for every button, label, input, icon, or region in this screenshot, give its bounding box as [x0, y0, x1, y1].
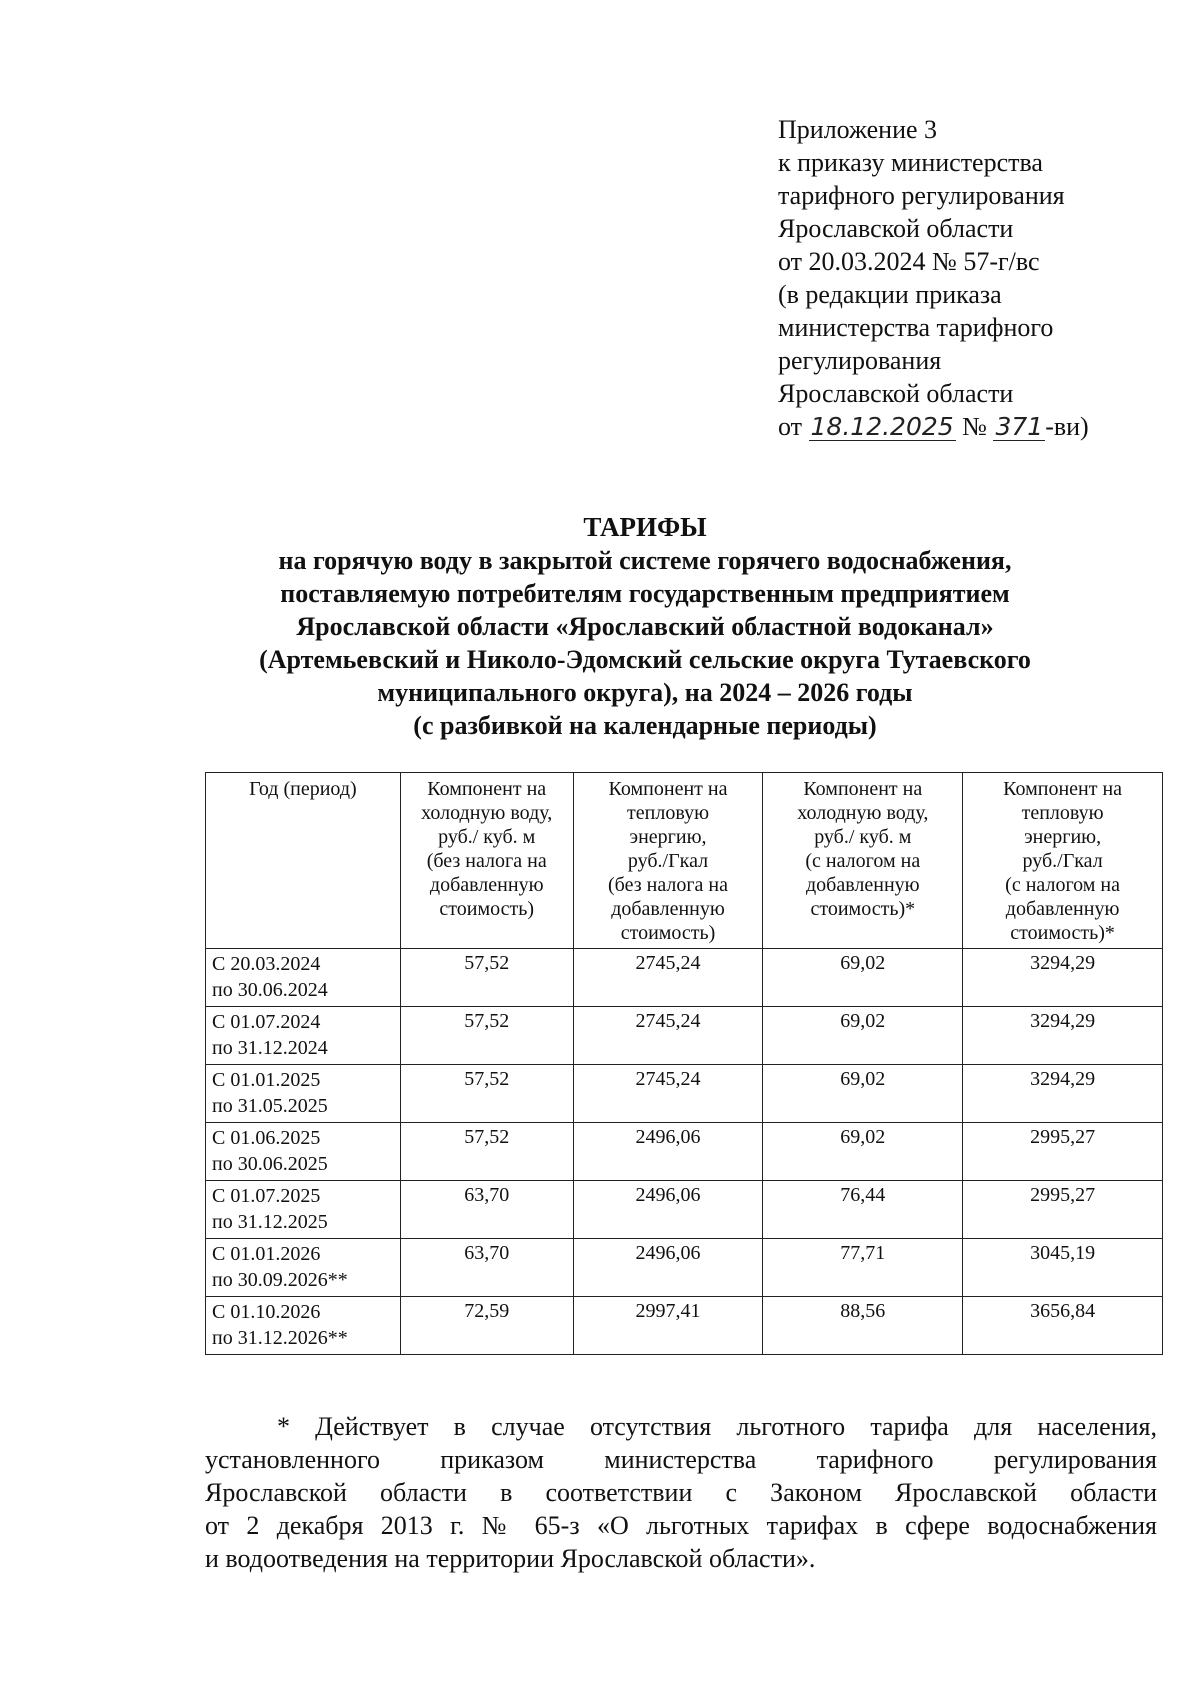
footnote-line: * Действует в случае отсутствия льготного тарифа для населения,: [277, 1412, 1157, 1441]
period-from: С 01.10.2026: [212, 1301, 321, 1323]
header-line: Год (период): [249, 778, 357, 800]
value-cell: 2745,24: [573, 1065, 763, 1123]
appendix-last-line: [778, 410, 1089, 443]
number-sign: №: [962, 412, 987, 441]
value-cell: 3294,29: [963, 949, 1163, 1007]
period-to: по 30.06.2024: [212, 979, 328, 1001]
table-row: [206, 949, 1163, 1007]
period-to: по 30.09.2026**: [212, 1269, 348, 1291]
appendix-line: регулирования: [778, 346, 942, 375]
appendix-line: Приложение 3: [778, 115, 938, 144]
value-cell: 57,52: [400, 1007, 573, 1065]
value-cell: 2496,06: [573, 1181, 763, 1239]
value-cell: 69,02: [763, 1123, 963, 1181]
title-line: муниципального округа), на 2024 – 2026 годы: [377, 678, 913, 707]
value-cell: 2997,41: [573, 1297, 763, 1355]
value-cell: 3656,84: [963, 1297, 1163, 1355]
period-cell: [206, 1123, 401, 1181]
period-from: С 01.06.2025: [212, 1127, 321, 1149]
table-row: [206, 1181, 1163, 1239]
value-cell: 3294,29: [963, 1007, 1163, 1065]
table-row: [206, 1007, 1163, 1065]
number-suffix: -ви): [1045, 412, 1089, 441]
footnote-line: от 2 декабря 2013 г. № 65-з «О льготных тарифах в сфере водоснабжения: [205, 1511, 1157, 1540]
footnote-line: и водоотведения на территории Ярославской области».: [205, 1544, 816, 1573]
header-line: энергию,: [629, 826, 707, 848]
table-row: [206, 1123, 1163, 1181]
period-from: С 01.07.2024: [212, 1011, 321, 1033]
value-cell: 69,02: [763, 1007, 963, 1065]
value-cell: 69,02: [763, 949, 963, 1007]
value-cell: 2745,24: [573, 1007, 763, 1065]
period-to: по 31.12.2024: [212, 1037, 328, 1059]
appendix-last-prefix: от: [778, 412, 803, 441]
period-to: по 30.06.2025: [212, 1153, 328, 1175]
appendix-line: (в редакции приказа: [778, 280, 1002, 309]
tariff-table: [205, 772, 1163, 1355]
title-line: на горячую воду в закрытой системе горячего водоснабжения,: [278, 546, 1012, 575]
header-line: добавленную: [429, 874, 544, 896]
value-cell: 3294,29: [963, 1065, 1163, 1123]
header-cold-water-with-vat: [763, 773, 963, 949]
appendix-block: [778, 113, 1089, 443]
header-line: (без налога на: [426, 850, 547, 872]
header-line: Компонент на: [803, 778, 923, 800]
header-line: Компонент на: [1003, 778, 1123, 800]
value-cell: 57,52: [400, 949, 573, 1007]
period-from: С 01.01.2026: [212, 1243, 321, 1265]
header-heat-energy-no-vat: [573, 773, 763, 949]
period-from: С 01.07.2025: [212, 1185, 321, 1207]
value-cell: 2995,27: [963, 1181, 1163, 1239]
title-line: Ярославской области «Ярославский областной водоканал»: [296, 612, 994, 641]
header-line: добавленную: [1005, 898, 1120, 920]
footnote: [205, 1410, 1157, 1575]
header-line: холодную воду,: [797, 802, 929, 824]
footnote-line: установленного приказом министерства тарифного регулирования: [205, 1445, 1157, 1474]
header-line: (без налога на: [608, 874, 729, 896]
period-from: С 01.01.2025: [212, 1069, 321, 1091]
header-line: тепловую: [1021, 802, 1104, 824]
header-line: руб./ куб. м: [814, 826, 912, 848]
header-line: стоимость)*: [810, 898, 916, 920]
value-cell: 88,56: [763, 1297, 963, 1355]
table-row: [206, 1297, 1163, 1355]
title-line: (Артемьевский и Николо-Эдомский сельские округа Тутаевского: [259, 645, 1031, 674]
header-cold-water-no-vat: [400, 773, 573, 949]
appendix-line: к приказу министерства: [778, 148, 1043, 177]
header-line: (с налогом на: [805, 850, 921, 872]
title-line: поставляемую потребителям государственным предприятием: [280, 579, 1010, 608]
period-from: С 20.03.2024: [212, 953, 321, 975]
header-line: стоимость): [620, 922, 716, 944]
value-cell: 63,70: [400, 1181, 573, 1239]
appendix-line: Ярославской области: [778, 214, 1014, 243]
value-cell: 2496,06: [573, 1123, 763, 1181]
appendix-line: Ярославской области: [778, 379, 1014, 408]
period-to: по 31.12.2026**: [212, 1327, 348, 1349]
period-cell: [206, 1007, 401, 1065]
period-cell: [206, 1181, 401, 1239]
header-period: [206, 773, 401, 949]
handwritten-date: 18.12.2025: [810, 412, 954, 441]
value-cell: 72,59: [400, 1297, 573, 1355]
header-line: добавленную: [611, 898, 725, 920]
header-line: стоимость): [439, 898, 534, 920]
header-line: энергию,: [1024, 826, 1102, 848]
header-line: руб./Гкал: [627, 850, 709, 872]
period-to: по 31.12.2025: [212, 1211, 328, 1233]
period-to: по 31.05.2025: [212, 1095, 328, 1117]
header-line: стоимость)*: [1010, 922, 1115, 944]
value-cell: 3045,19: [963, 1239, 1163, 1297]
value-cell: 2745,24: [573, 949, 763, 1007]
document-title: [200, 511, 1090, 742]
period-cell: [206, 1297, 401, 1355]
value-cell: 77,71: [763, 1239, 963, 1297]
value-cell: 2995,27: [963, 1123, 1163, 1181]
header-line: Компонент на: [608, 778, 728, 800]
period-cell: [206, 1239, 401, 1297]
title-line: (с разбивкой на календарные периоды): [413, 711, 877, 740]
handwritten-number: 371: [995, 412, 1044, 441]
header-line: руб./Гкал: [1022, 850, 1103, 872]
header-line: тепловую: [627, 802, 710, 824]
footnote-line: Ярославской области в соответствии с Законом Ярославской области: [205, 1478, 1157, 1507]
appendix-line: министерства тарифного: [778, 313, 1054, 342]
period-cell: [206, 1065, 401, 1123]
value-cell: 76,44: [763, 1181, 963, 1239]
header-heat-energy-with-vat: [963, 773, 1163, 949]
appendix-line: тарифного регулирования: [778, 181, 1065, 210]
header-line: добавленную: [805, 874, 920, 896]
table-row: [206, 1239, 1163, 1297]
header-line: холодную воду,: [421, 802, 553, 824]
period-cell: [206, 949, 401, 1007]
header-line: (с налогом на: [1005, 874, 1121, 896]
table-row: [206, 1065, 1163, 1123]
header-line: руб./ куб. м: [438, 826, 536, 848]
value-cell: 57,52: [400, 1123, 573, 1181]
table-header-row: [206, 773, 1163, 949]
appendix-line: от 20.03.2024 № 57-г/вс: [778, 247, 1040, 276]
value-cell: 57,52: [400, 1065, 573, 1123]
title-heading: ТАРИФЫ: [583, 512, 707, 542]
value-cell: 2496,06: [573, 1239, 763, 1297]
header-line: Компонент на: [427, 778, 547, 800]
value-cell: 69,02: [763, 1065, 963, 1123]
value-cell: 63,70: [400, 1239, 573, 1297]
